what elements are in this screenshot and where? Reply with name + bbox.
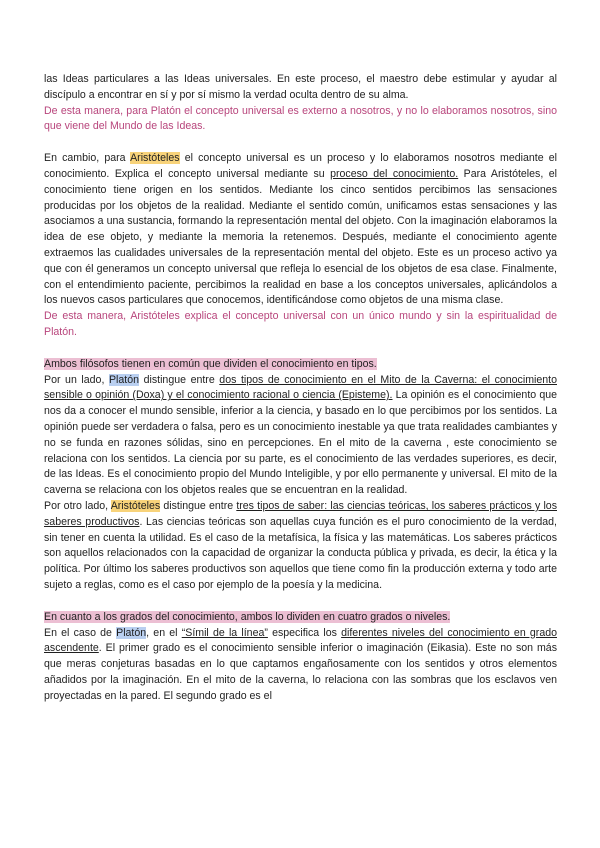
paragraph-2-conclusion: De esta manera, Aristóteles explica el concepto universal con un único mundo y sin la espiritualidad de Platón. <box>44 310 557 338</box>
underlined-text: proceso del conocimiento. <box>330 167 459 180</box>
text: Por un lado, <box>44 373 109 386</box>
text: La opinión es el conocimiento que nos da a conocer el mundo sensible, inferior a la ciencia, y basado en lo que percibimos por los sentidos. La opinión puede ser verdadera o falsa, pero es un conocimiento inestable ya que trata realidades cambiantes y no se funda en razones sólidas, sino en percepciones. En el mito de la caverna , este conocimiento se relaciona con los sentidos. La ciencia por su parte, es el conocimiento de las verdades superiores, es decir, de las Ideas. Es el conocimiento propio del Mundo Inteligible, y por ello permanente y universal. El mito de la caverna se relaciona con los objetos reales que se encuentran en la realidad. <box>44 389 557 497</box>
underlined-text: tres tipos de saber: las ciencias teóricas, los saberes prácticos y los saberes productivos <box>44 499 557 528</box>
text: , en el <box>146 626 182 639</box>
section-heading-tipos <box>44 357 557 373</box>
text: distingue entre <box>139 373 220 386</box>
paragraph-aristoteles-concept <box>44 151 557 309</box>
underlined-text: diferentes niveles del conocimiento en grado ascendente <box>44 626 557 655</box>
text: . El primer grado es el conocimiento sensible inferior o imaginación (Eikasia). Este no son más que meras conjeturas basadas en lo que captamos engañosamente con los sentidos y otros elementos añadidos por la imaginación. En el mito de la caverna, lo relaciona con las sombras que los esclavos ven proyectadas en la pared. El segundo grado es el <box>44 642 557 702</box>
paragraph-aristoteles-tipos <box>44 499 557 594</box>
text: En el caso de <box>44 626 117 639</box>
section-heading-grados <box>44 610 557 626</box>
text: En cambio, para <box>44 152 131 165</box>
highlight-heading: En cuanto a los grados del conocimiento, ambos lo dividen en cuatro grados o niveles. <box>44 610 451 623</box>
text: Para Aristóteles, el conocimiento tiene origen en los sentidos. Mediante los cinco sentidos percibimos las sensaciones producidas por los objetos de la realidad. Mediante el sentido común, unificamos estas sensaciones y las asociamos a una sustancia, formando la representación mental del objeto. Con la imaginación elaboramos la idea de ese objeto, y mediante la memoria la retenemos. Después, mediante el conocimiento agente extraemos las cualidades universales de la representación mental del objeto. Este es un proceso activo ya que con él generamos un concepto universal que refleja lo esencial de los objetos de esa clase. Finalmente, con el entendimiento paciente, percibimos la realidad en base a los conceptos universales, aplicándolos a los nuevos casos particulares que conocemos, identificándose como objetos de una misma clase. <box>44 167 557 307</box>
paragraph-1: las Ideas particulares a las Ideas universales. En este proceso, el maestro debe estimular y ayudar al discípulo a encontrar en sí y por sí mismo la verdad oculta dentro de su alma. <box>44 73 557 101</box>
text: el concepto universal es un proceso y lo elaboramos nosotros mediante el conocimiento. Explica el concepto universal mediante su <box>44 152 557 180</box>
underlined-text: “Símil de la línea” <box>181 626 268 639</box>
paragraph-1-conclusion: De esta manera, para Platón el concepto universal es externo a nosotros, y no lo elaboramos nosotros, sino que viene del Mundo de las Ideas. <box>44 104 557 133</box>
paragraph-platon-tipos <box>44 373 557 499</box>
text: distingue entre <box>160 499 237 512</box>
highlight-aristoteles: Aristóteles <box>110 499 161 512</box>
highlight-platon: Platón <box>116 626 147 639</box>
highlight-platon: Platón <box>108 373 140 386</box>
highlight-aristoteles: Aristóteles <box>130 152 180 165</box>
highlight-heading: Ambos filósofos tienen en común que dividen el conocimiento en tipos. <box>44 357 377 370</box>
paragraph-platon-grados <box>44 626 557 705</box>
text: Por otro lado, <box>44 499 111 512</box>
text: especifica los <box>267 626 342 639</box>
text: . Las ciencias teóricas son aquellas cuya función es el puro conocimiento de la verdad, sin tener en cuenta la utilidad. Es el caso de la metafísica, la física y las matemáticas. Los saberes prácticos son aquellos relacionados con la capacidad de organizar la conducta pública y privada, es decir, la ética y la política. Por último los saberes productivos son aquellos que tiene como fin la producción externa y todo arte sujeto a reglas, como es el caso por ejemplo de la poesía y la medicina. <box>44 515 557 591</box>
underlined-text: dos tipos de conocimiento en el Mito de la Caverna: el conocimiento sensible o opinión (Doxa) y el conocimiento racional o ciencia (Episteme). <box>44 373 557 402</box>
